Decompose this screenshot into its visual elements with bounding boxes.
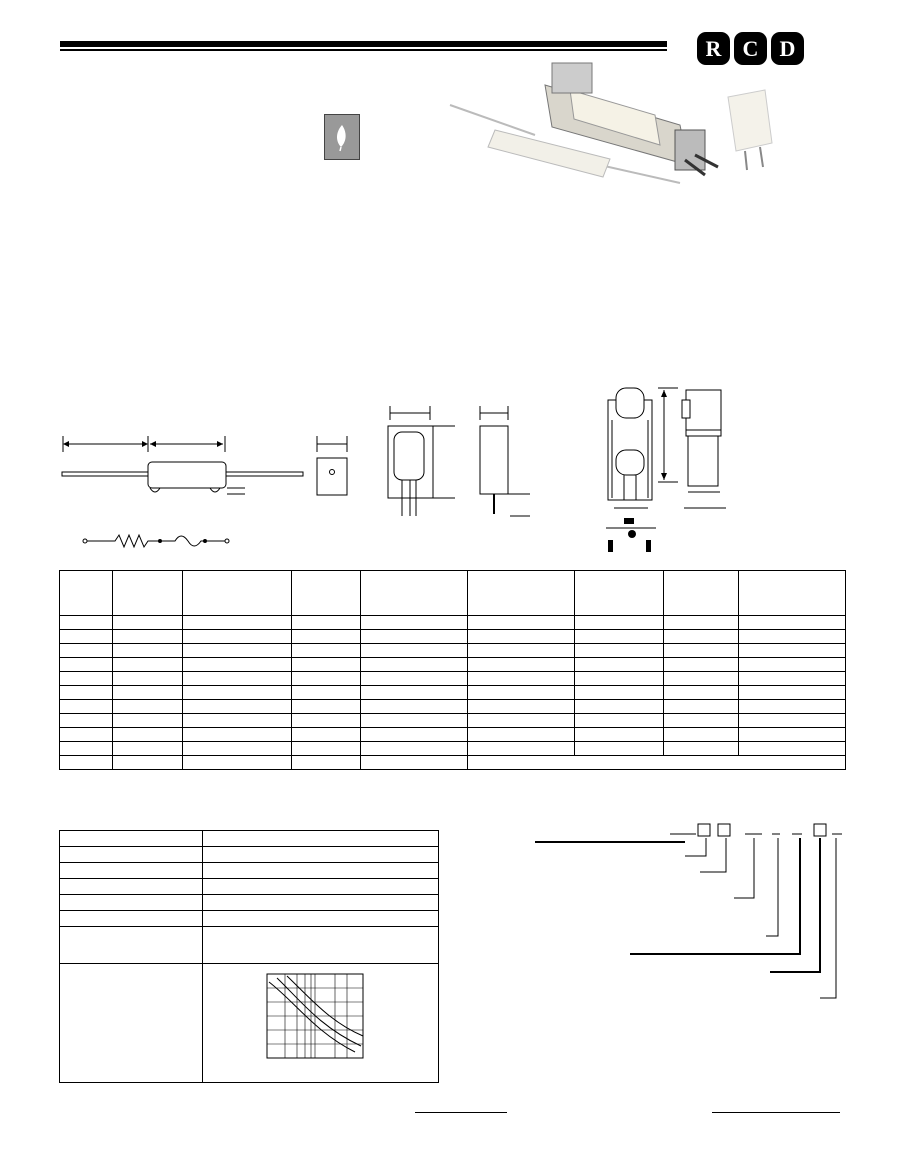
logo-letter: R: [697, 32, 730, 65]
footer-rule-left: [415, 1112, 507, 1113]
header-rule: [60, 41, 667, 47]
logo-letter: D: [771, 32, 804, 65]
resistor-fuse-schematic: [80, 530, 240, 552]
logo-letter: C: [734, 32, 767, 65]
fusing-curve-graph: [265, 972, 365, 1060]
spec-table: [59, 570, 846, 770]
product-photo: [440, 55, 820, 190]
header-rule-thin: [60, 49, 667, 51]
footer-rule-right: [712, 1112, 840, 1113]
vertical-resistor-drawing: [380, 406, 540, 521]
fuse-clip-drawing: [598, 380, 738, 560]
leaf-icon: [324, 114, 360, 160]
characteristics-table: [59, 830, 439, 1083]
part-number-diagram: [530, 820, 850, 1010]
axial-resistor-drawing: [55, 432, 365, 502]
